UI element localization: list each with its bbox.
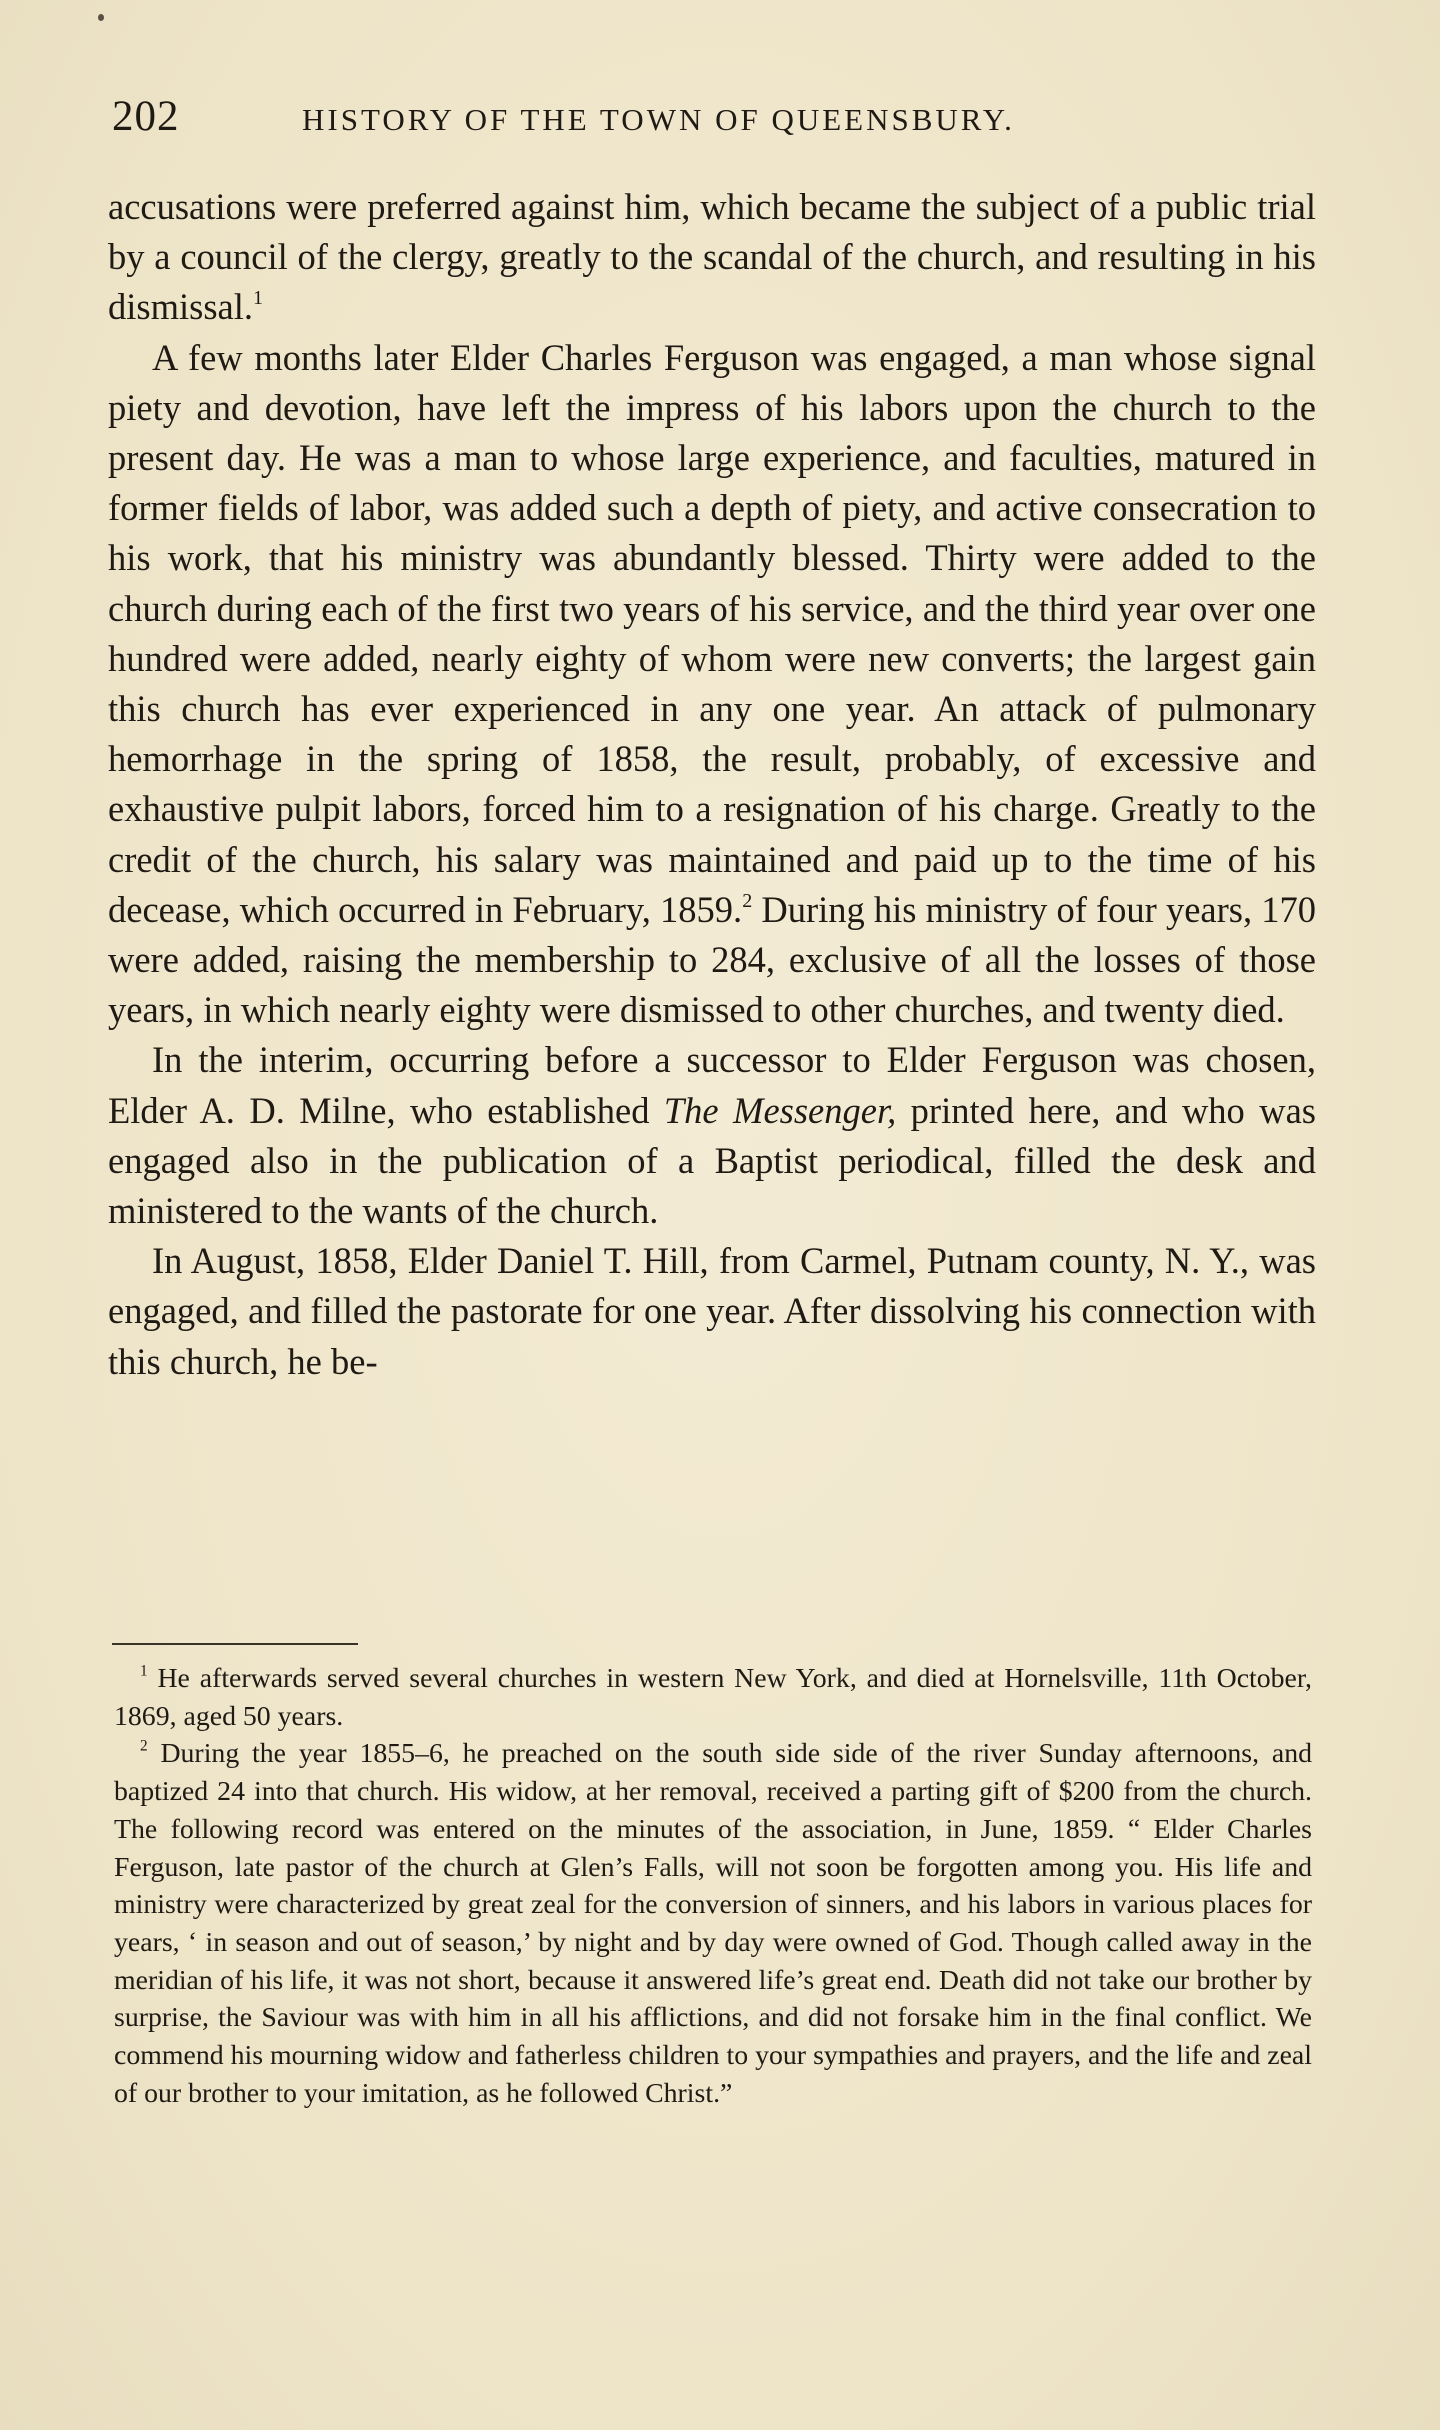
paragraph-4-text: In August, 1858, Elder Daniel T. Hill, from Carmel, Putnam county, N. Y., was engaged, and filled the pastorate for one year. After dissolving his connection with this church, he be- bbox=[108, 1240, 1316, 1382]
paragraph-2-text-b: During his ministry of four years, 170 were added, raising the membership to 284, exclusive of all the losses of those years, in which nearly eighty were dismissed to other churches, and twenty died. bbox=[108, 888, 1316, 1031]
running-title: HISTORY OF THE TOWN OF QUEENSBURY. bbox=[302, 102, 1015, 137]
main-text bbox=[108, 182, 1316, 1387]
footnote-ref-1: 1 bbox=[253, 287, 264, 310]
footnotes bbox=[114, 1660, 1312, 2112]
paragraph-1 bbox=[108, 182, 1316, 333]
footnote-2 bbox=[114, 1735, 1312, 2112]
page-number: 202 bbox=[112, 93, 180, 140]
footnote-divider bbox=[112, 1643, 358, 1645]
footnote-2-text: During the year 1855–6, he preached on the south side side of the river Sunday afternoons, and baptized 24 into that church. His widow, at her removal, received a parting gift of $200 from the church. The following record was entered on the minutes of the association, in June, 1859. “ Elder Charles Ferguson, late pastor of the church at Glen’s Falls, will not soon be forgotten among you. His life and ministry were characterized by great zeal for the conversion of sinners, and his labors in various places for years, ‘ in season and out of season,’ by night and by day were owned of God. Though called away in the meridian of his life, it was not short, because it answered life’s great end. Death did not take our brother by surprise, the Saviour was with him in all his afflictions, and did not forsake him in the final conflict. We commend his mourning widow and fatherless children to your sympathies and prayers, and the life and zeal of our brother to your imitation, as he followed Christ.” bbox=[114, 1738, 1312, 2109]
paragraph-1-text: accusations were preferred against him, which became the subject of a public trial by a council of the clergy, greatly to the scandal of the church, and resulting in his dismissal. bbox=[108, 186, 1316, 328]
footnote-1-text: He afterwards served several churches in western New York, and died at Hornelsville, 11th October, 1869, aged 50 years. bbox=[114, 1663, 1312, 1732]
footnote-ref-2: 2 bbox=[742, 889, 753, 912]
page-header bbox=[112, 92, 1312, 148]
paragraph-2-text-a: A few months later Elder Charles Ferguson was engaged, a man whose signal piety and devotion, have left the impress of his labors upon the church to the present day. He was a man to whose large experience, and faculties, matured in former fields of labor, was added such a depth of piety, and active consecration to his work, that his ministry was abundantly blessed. Thirty were added to the church during each of the first two years of his service, and the third year over one hundred were added, nearly eighty of whom were new converts; the largest gain this church has ever experienced in any one year. An attack of pulmonary hemorrhage in the spring of 1858, the result, probably, of excessive and exhaustive pulpit labors, forced him to a resignation of his charge. Greatly to the credit of the church, his salary was maintained and paid up to the time of his decease, which occurred in February, 1859. bbox=[108, 336, 1316, 930]
ink-speck bbox=[98, 14, 104, 21]
publication-title: The Messenger, bbox=[663, 1089, 897, 1131]
paragraph-3-text-b: printed here, and who was engaged also in the publication of a Baptist periodical, filled the desk and ministered to the wants of the church. bbox=[108, 1089, 1316, 1232]
paragraph-3-text-a: In the interim, occurring before a successor to Elder Ferguson was chosen, Elder A. D. Milne, who established bbox=[108, 1039, 1316, 1131]
paragraph-3 bbox=[108, 1035, 1316, 1236]
paragraph-2 bbox=[108, 333, 1316, 1036]
footnote-1-marker: 1 bbox=[140, 1662, 148, 1680]
paragraph-4 bbox=[108, 1236, 1316, 1387]
footnote-2-marker: 2 bbox=[140, 1737, 148, 1755]
footnote-1 bbox=[114, 1660, 1312, 1735]
